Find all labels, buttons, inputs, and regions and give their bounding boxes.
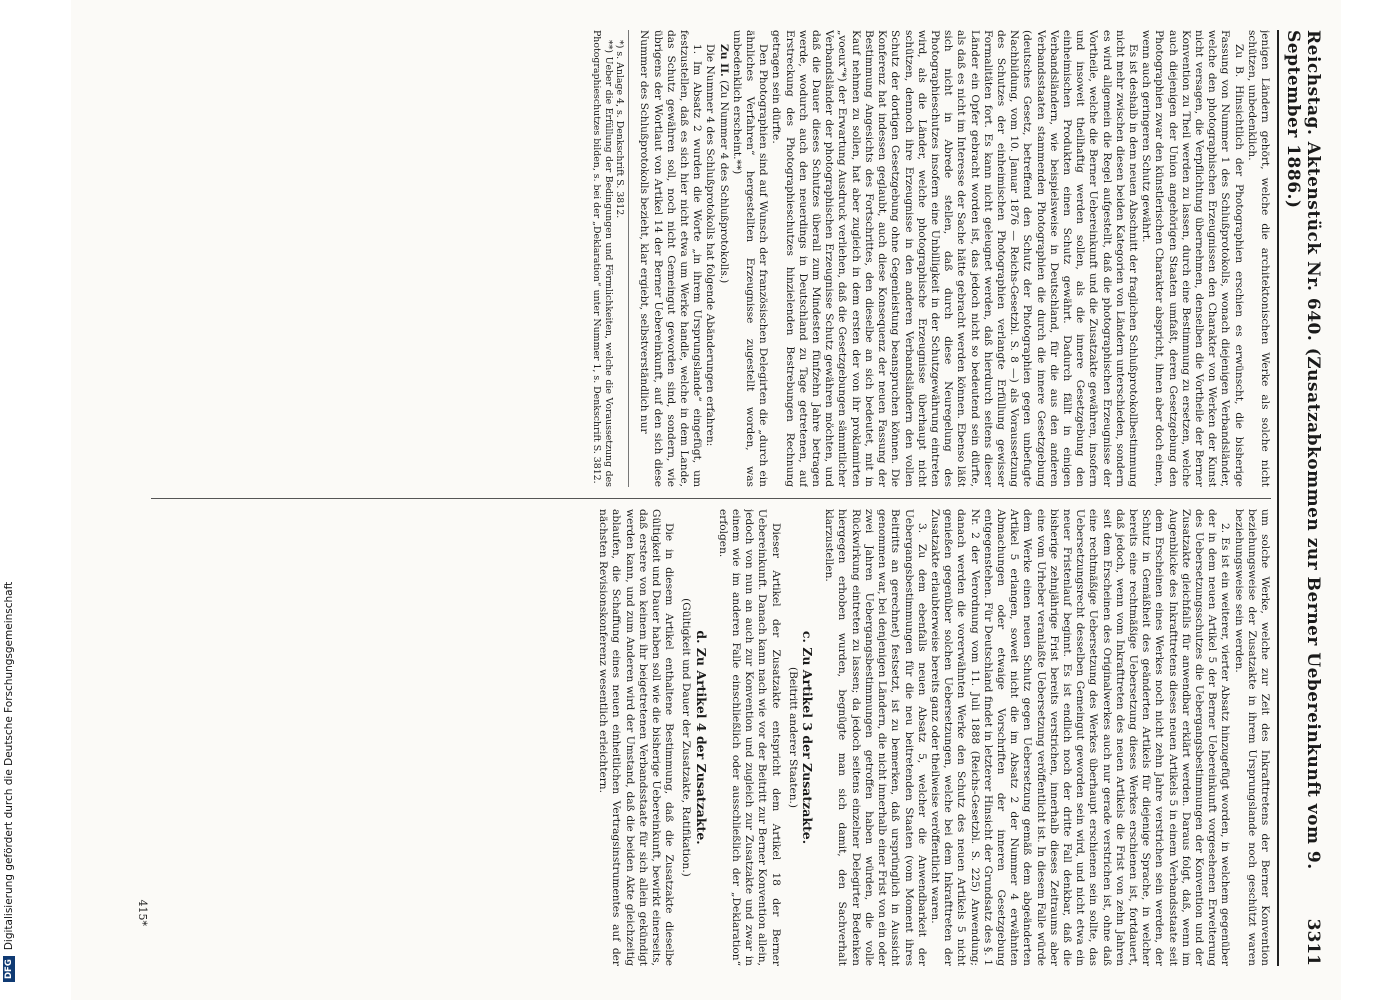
paragraph: 3. Zu dem ebenfalls neuen Absatz 5, welcher die Anwendbarkeit der Uebergangsbestimmungen für die neu beitretenden Staaten (vom Moment ihres Beitritts an gerechnet) festsetzt, ist zu bemerken, daß ursprünglich in Aussicht genommen war, bei denjenigen Ländern, die nicht innerhalb einer Frist von ein oder zwei Jahren Uebergangsbestimmungen getroffen haben würden, die volle Rückwirkung eintreten zu lassen; da jedoch seitens einzelner Delegirter Bedenken hiergegen erhoben wurden, begnügte man sich damit, den Sachverhalt klarzustellen. <box>823 509 928 966</box>
paragraph: 1. Im Absatz 2 wurden die Worte „in ihrem Ursprungslande“ eingefügt, um festzustellen, daß es sich hier nicht etwa um Werke handle, welche in dem Lande, das Schutz gewähren soll, noch nicht Gemeingut geworden sind, sondern, wie übrigens der Wortlaut von Artikel 14 der Berner Uebereinkunft, auf den sich diese Nummer des Schlußprotokolls bezieht, klar ergiebt, selbstverständlich nur <box>638 30 704 487</box>
right-column <box>151 509 1271 966</box>
paragraph: um solche Werke, welche zur Zeit des Inkrafttretens der Berner Konvention beziehungsweise der Zusatzakte in ihrem Ursprungslande noch geschützt waren beziehungsweise sein werden. <box>1232 509 1271 966</box>
footnote: *) s. Anlage 4, s. Denkschrift S. 3812. <box>614 40 626 219</box>
sheet-signature: 415* <box>136 899 149 926</box>
paragraph: Den Photographien sind auf Wunsch der französischen Delegirten die „durch ein ähnliches Verfahren“ hergestellten Erzeugnisse zugestellt worden, was unbedenklich erscheint.**) <box>730 30 770 487</box>
digitization-credit <box>0 0 18 1000</box>
section-heading-ii <box>716 30 729 487</box>
paragraph: Die Nummer 4 des Schlußprotokolls hat folgende Abänderungen erfahren: <box>704 44 717 447</box>
page-number: 3311 <box>1303 918 1323 966</box>
paragraph: Es ist deshalb in dem neuen Abschnitt der fraglichen Schlußprotokollbestimmung nicht mehr zwischen diesen beiden Kategorien von Ländern unterschieden, sondern es wird allgemein die Regel aufgestellt, daß die photographischen Erzeugnisse der Vortheile, welche die Berner Uebereinkunft und die Zusatzakte gewähren, insofern und insoweit theilhaftig werden sollen, als die innere Gesetzgebung den einheimischen Produkten einen Schutz gewährt. Dadurch fällt in einigen Verbandsländern, wie beispielsweise in Deutschland, für die aus den anderen Verbandsstaaten stammenden Photographien die durch die innere Gesetzgebung (deutsches Gesetz, betreffend den Schutz der Photographien gegen unbefugte Nachbildung, vom 10. Januar 1876 — Reichs-Gesetzbl. S. 8 —) als Voraussetzung des Schutzes der einheimischen Photographien verlangte Erfüllung gewisser Formalitäten fort. Es kann nicht geleugnet werden, daß hierdurch seitens dieser Länder ein Opfer gebracht worden ist, das jedoch nicht so bedeutend sein dürfte, als daß es nicht im Interesse der Sache hätte gebracht werden können. Ebenso läßt sich nicht in Abrede stellen, daß durch diese Neuregelung des Photographieschutzes insofern eine Unbilligkeit in der Schutzgewährung eintreten wird, als die Länder, welche photographische Erzeugnisse überhaupt nicht schützen, dennoch ihre Erzeugnisse in den anderen Verbandsländern den vollen Schutz der dortigen Gesetzgebung ohne Gegenleistung beanspruchen können. Die Konferenz hat indessen geglaubt, auch diese Konsequenz der neuen Fassung der Bestimmung Angesichts des Fortschrittes, den dieselbe an sich bedeutet, mit in Kauf nehmen zu sollen, hat aber zugleich in dem ersten der von ihr proklamirten „voeux“*) der Erwartung Ausdruck verliehen, daß die Gesetzgebungen sämmtlicher Verbandsländer der photographischen Erzeugnisse Schutz gewähren möchten, und daß die Dauer dieses Schutzes überall zum Mindesten fünfzehn Jahre betragen werde, wodurch auch den neuerdings in Deutschland zu Tage getretenen, auf Erstreckung des Photographieschutzes hinzielenden Bestrebungen Rechnung getragen sein dürfte. <box>770 30 1139 487</box>
paragraph: Die in diesem Artikel enthaltene Bestimmung, daß die Zusatzakte dieselbe Gültigkeit und Dauer haben soll wie die bisherige Uebereinkunft, bewirkt einerseits, daß erstere von keinem ihr beigetretenen Verbandsstaate für sich allein gekündigt werden kann, und zum Anderen wird der Umstand, daß die beiden Akte gleichzeitig ablaufen, die Schaffung eines neuen einheitlichen Vertragsinstrumentes auf der nächsten Revisionskonferenz wesentlich erleichtern. <box>597 509 676 966</box>
section-d-title: d. Zu Artikel 4 der Zusatzakte. <box>693 630 709 845</box>
section-heading-label: Zu II. <box>717 44 730 77</box>
footnotes <box>591 30 630 487</box>
text-columns <box>151 30 1271 966</box>
section-d-subtitle: (Gültigkeit und Dauer der Zusatzakte, Ratifikation.) <box>680 598 693 877</box>
paragraph: Zu B. Hinsichtlich der Photographien erschien es erwünscht, die bisherige Fassung von Nummer 1 des Schlußprotokolls, wonach diejenigen Verbandsländer, welche den photographischen Erzeugnissen den Charakter von Werken der Kunst nicht versagen, die Verpflichtung übernehmen, denselben die Vortheile der Berner Konvention zu Theil werden zu lassen, durch eine Bestimmung zu ersetzen, welche auch diejenigen der Union angehörigen Staaten umfaßt, deren Gesetzgebung den Photographien zwar den künstlerischen Charakter abspricht, ihnen aber doch einen, wenn auch geringeren Schutz gewährt. <box>1140 30 1245 487</box>
footnote: **) Ueber die Erfüllung der Bedingungen und Förmlichkeiten, welche die Voraussetzung des Photographieschutzes bilden, s. bei der „Deklaration“ unter Nummer 1, s. Denkschrift S. 3812. <box>591 30 614 487</box>
running-title: Reichstag. Aktenstück Nr. 640. (Zusatzabkommen zur Berner Uebereinkunft vom 9. September 1886.) <box>1283 30 1323 870</box>
paragraph: jenigen Ländern gehört, welche die architektonischen Werke als solche nicht schützen, unbedenklich. <box>1245 30 1271 487</box>
digitization-credit-text: Digitalisierung gefördert durch die Deutsche Forschungsgemeinschaft <box>3 581 15 951</box>
dfg-logo: DFG <box>3 956 15 982</box>
section-c-title: c. Zu Artikel 3 der Zusatzakte. <box>800 630 816 845</box>
page-header <box>1277 30 1323 966</box>
paragraph: 2. Es ist ein weiterer, vierter Absatz hinzugefügt worden, in welchem gegenüber der in dem neuen Artikel 5 der Berner Uebereinkunft vorgesehenen Erweiterung des Uebersetzungsschutzes die Uebergangsbestimmungen der Konvention und der Zusatzakte gleichfalls für anwendbar erklärt werden. Daraus folgt, daß, wenn im Augenblicke des Inkrafttretens dieses neuen Artikels 5 in einem Verbandsstaate seit dem Erscheinen eines Werkes noch nicht zehn Jahre verstrichen sein werden, der Schutz in Gemäßheit des geänderten Artikels für diejenige Sprache, in welcher bereits eine rechtmäßige Uebersetzung dieses Werkes erschienen ist, fortdauert, daß jedoch, wenn vom Inkrafttreten des neuen Artikels die Frist von zehn Jahren seit dem Erscheinen des Originalwerkes auch nur gerade verstrichen ist, ohne daß eine rechtmäßige Uebersetzung des Werkes überhaupt erschienen sein sollte, das Uebersetzungsrecht desselben Gemeingut geworden sein wird, und nicht etwa ein neuer Fristenlauf beginnt. Es ist endlich noch der dritte Fall denkbar, daß die bisherige zehnjährige Frist bereits verstrichen, innerhalb dieses Zeitraums aber eine vom Urheber veranlaßte Uebersetzung veröffentlicht ist. In diesem Falle würde dem Werke einen neuen Schutz gegen Uebersetzung gemäß dem abgeänderten Artikel 5 erlangen, soweit nicht die im Absatz 2 der Nummer 4 erwähnten Abmachungen oder etwaige Vorschriften der inneren Gesetzgebung entgegenstehen. Für Deutschland findet in letzterer Hinsicht der Grundsatz des §. 1 Nr. 2 der Verordnung vom 11. Juli 1888 (Reichs-Gesetzbl. S. 225) Anwendung; danach werden die vorerwähnten Werke den Schutz des neuen Artikels 5 nicht genießen gegenüber solchen Uebersetzungen, welche bei dem Inkrafttreten der Zusatzakte erlaubterweise bereits ganz oder theilweise veröffentlicht waren. <box>928 509 1232 966</box>
left-column <box>151 30 1271 487</box>
section-c-subtitle: (Beitritt anderer Staaten.) <box>786 666 799 809</box>
paragraph: Dieser Artikel der Zusatzakte entspricht dem Artikel 18 der Berner Uebereinkunft. Danach kann nach wie vor der Beitritt zur Berner Konvention allein, jedoch von nun an auch zur Konvention und zugleich zur Zusatzakte und zwar in einem wie im anderen Falle einschließlich oder ausschließlich der „Deklaration“ erfolgen. <box>716 509 782 966</box>
section-heading-note: (Zu Nummer 4 des Schlußprotokolls.) <box>717 80 730 284</box>
document-page <box>71 0 1341 1000</box>
